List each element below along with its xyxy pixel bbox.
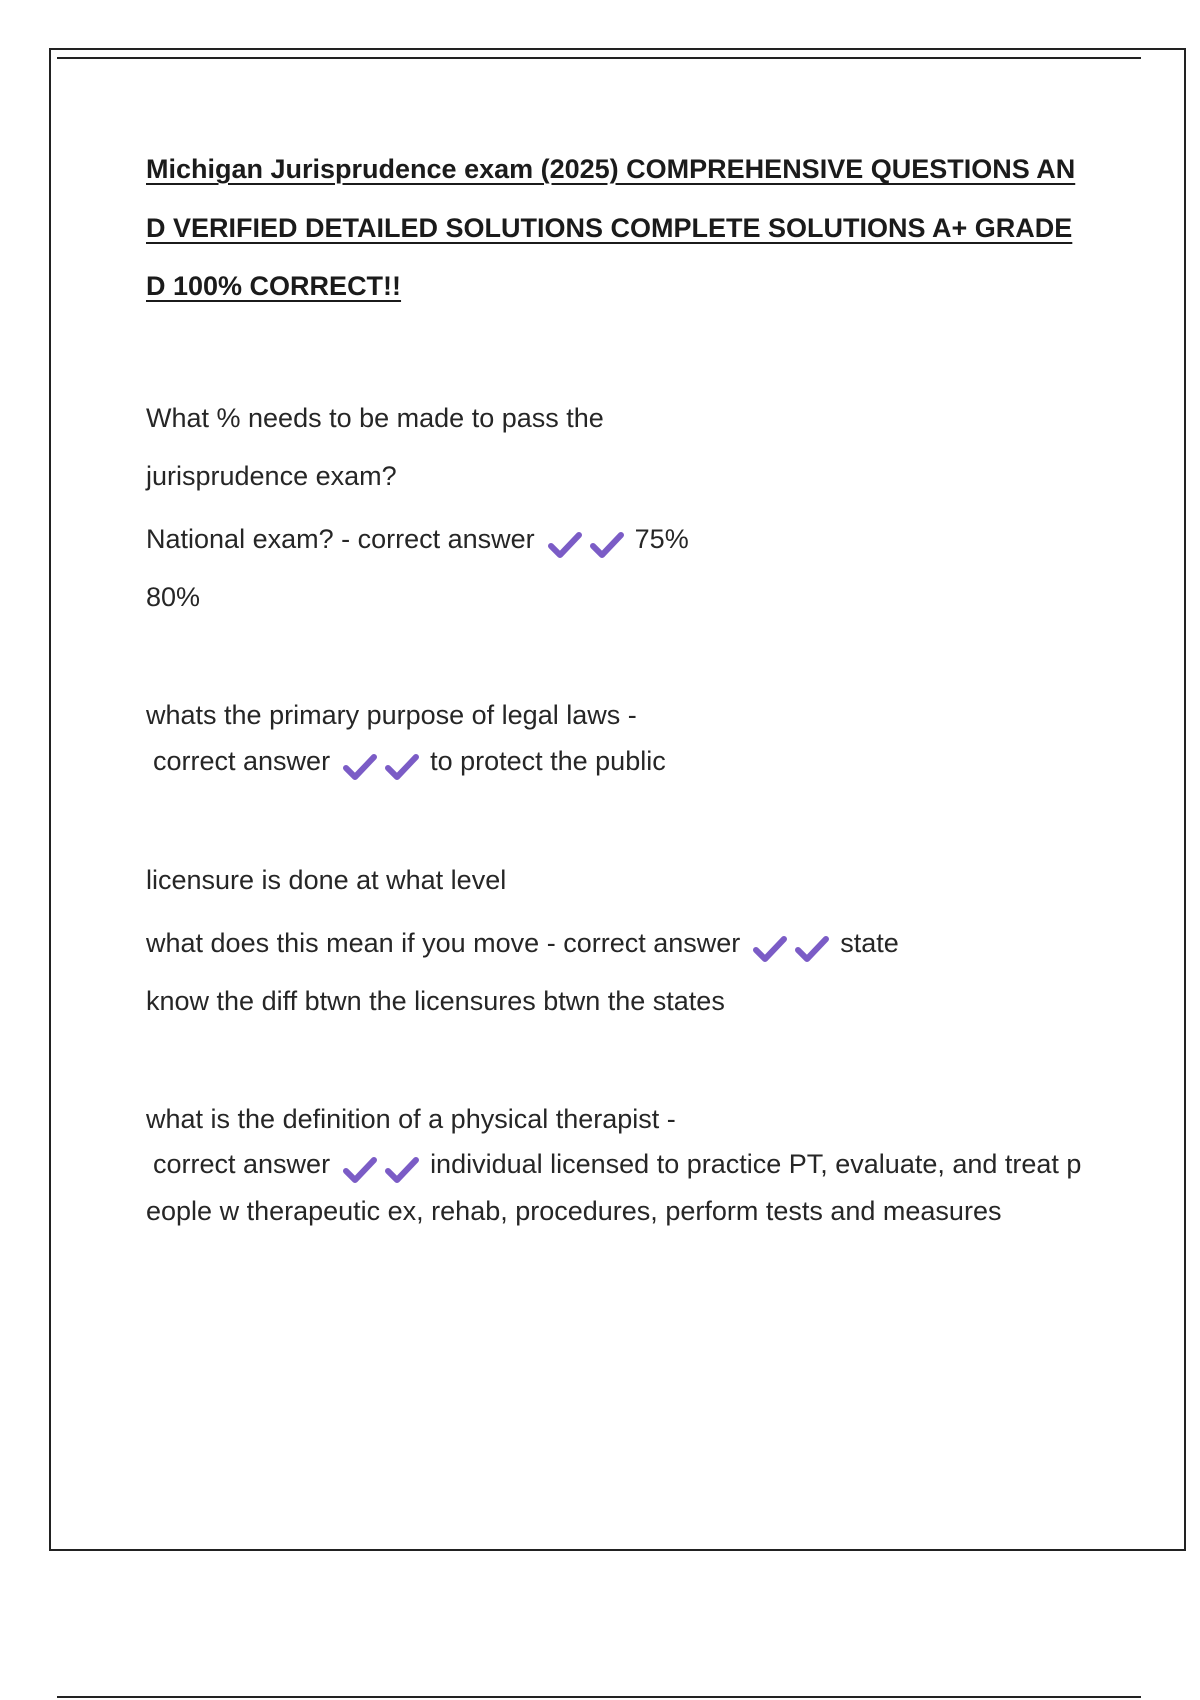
check-marks (342, 748, 426, 782)
check-marks (547, 526, 631, 560)
q1-line-2: jurisprudence exam? (146, 461, 397, 491)
q2-answer: to protect the public (430, 746, 666, 776)
q2-question-text: correct answer (153, 746, 331, 776)
q3-answer: state (840, 928, 899, 958)
q2-line-2 (146, 744, 666, 782)
check-mark-icon (752, 934, 788, 964)
q1-line-3 (146, 522, 689, 560)
check-mark-icon (342, 1155, 378, 1185)
q1-question-text: National exam? - correct answer (146, 524, 535, 554)
top-rule (57, 57, 1141, 59)
q3-line-2 (146, 926, 899, 964)
q4-answer: individual licensed to practice PT, evaluate, and treat people w therapeutic ex, rehab, procedures, perform tests and measures (146, 1149, 1082, 1226)
q2-line-1: whats the primary purpose of legal laws - (146, 700, 637, 730)
check-mark-icon (384, 1155, 420, 1185)
check-mark-icon (342, 752, 378, 782)
check-mark-icon (384, 752, 420, 782)
bottom-rule (57, 1696, 1141, 1698)
q3-line-1: licensure is done at what level (146, 865, 507, 895)
q1-extra-line: 80% (146, 582, 201, 612)
check-mark-icon (794, 934, 830, 964)
q4-question-text: correct answer (153, 1149, 331, 1179)
document-title: Michigan Jurisprudence exam (2025) COMPREHENSIVE QUESTIONS AND VERIFIED DETAILED SOLUTIONS COMPLETE SOLUTIONS A+ GRADED 100% CORRECT!! (146, 154, 1076, 301)
q4-line-1: what is the definition of a physical therapist - (146, 1104, 676, 1134)
q3-extra-line: know the diff btwn the licensures btwn the states (146, 986, 725, 1016)
check-mark-icon (547, 530, 583, 560)
check-marks (342, 1147, 426, 1190)
q4-answer-block (146, 1143, 1091, 1233)
q1-answer: 75% (634, 524, 689, 554)
q3-question-text: what does this mean if you move - correct answer (146, 928, 741, 958)
q1-line-1: What % needs to be made to pass the (146, 403, 604, 433)
check-marks (752, 930, 836, 964)
check-mark-icon (589, 530, 625, 560)
